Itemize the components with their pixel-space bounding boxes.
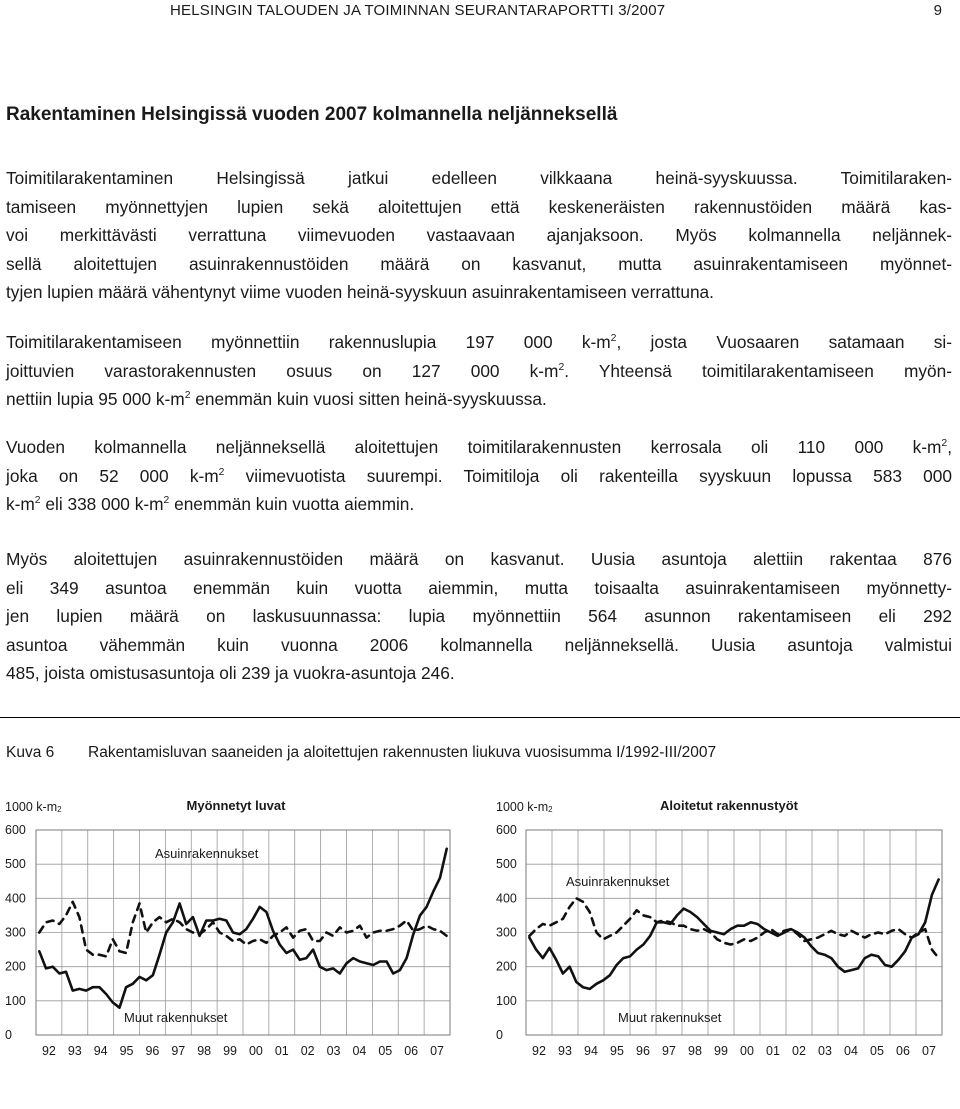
article-title: Rakentaminen Helsingissä vuoden 2007 kolmannella neljänneksellä <box>6 104 618 125</box>
x-tick-label: 97 <box>171 1044 186 1058</box>
paragraph-line: Myös aloitettujen asuinrakennustöiden määrä on kasvanut. Uusia asuntoja alettiin rakentaa 876 <box>6 549 952 569</box>
x-tick-label: 02 <box>792 1044 806 1058</box>
paragraph-line: tyjen lupien määrä vähentynyt viime vuoden heinä-syyskuun asuinrakentamiseen verrattuna. <box>6 282 714 302</box>
text-run: nettiin lupia 95 000 k-m <box>6 389 185 409</box>
superscript: 2 <box>184 390 191 402</box>
x-tick-label: 05 <box>870 1044 884 1058</box>
y-tick-label: 400 <box>496 891 517 906</box>
paragraph-line: tamiseen myönnettyjen lupien sekä aloitettujen että keskeneräisten rakennustöiden määrä kas- <box>6 196 952 217</box>
axis-unit-superscript: 2 <box>57 805 62 814</box>
superscript: 2 <box>34 495 41 507</box>
superscript: 2 <box>558 361 565 373</box>
x-tick-label: 01 <box>274 1044 289 1058</box>
paragraph-line: 485, joista omistusasuntoja oli 239 ja vuokra-asuntoja 246. <box>6 663 455 683</box>
y-tick-label: 500 <box>5 857 26 872</box>
text-run: joittuvien varastorakennusten osuus on 127 000 k-m <box>6 360 559 381</box>
x-tick-label: 98 <box>197 1044 212 1058</box>
x-tick-label: 99 <box>714 1044 728 1058</box>
x-tick-label: 95 <box>119 1044 134 1058</box>
x-tick-label: 01 <box>766 1044 780 1058</box>
paragraph-line: jen lupien määrä on laskusuunnassa: lupia myönnettiin 564 asunnon rakentamiseen eli 292 <box>6 606 952 626</box>
superscript: 2 <box>610 333 617 345</box>
y-tick-label: 600 <box>496 823 517 837</box>
text-run: , <box>947 437 952 457</box>
x-tick-label: 05 <box>378 1044 393 1058</box>
y-tick-label: 400 <box>5 891 26 906</box>
text-run: k-m <box>6 494 35 514</box>
paragraph-line: voi merkittävästi verrattuna viimevuoden vastaavaan ajanjaksoon. Myös kolmannella neljännek- <box>6 225 952 245</box>
paragraph-line: eli 349 asuntoa enemmän kuin vuotta aiemmin, mutta toisaalta asuinrakentamiseen myönnetty- <box>6 577 952 598</box>
y-tick-label: 200 <box>5 959 26 974</box>
text-run: joka on 52 000 k-m <box>6 465 219 486</box>
y-tick-label: 600 <box>5 823 26 837</box>
paragraph-line: Toimitilarakentaminen Helsingissä jatkui edelleen vilkkaana heinä-syyskuussa. Toimitilaraken- <box>6 168 952 188</box>
chart-title: Aloitetut rakennustyöt <box>660 798 798 813</box>
y-tick-label: 100 <box>5 993 26 1008</box>
axis-unit-superscript: 2 <box>548 805 553 814</box>
axis-unit-label: 1000 k-m2 <box>496 800 553 814</box>
x-tick-label: 02 <box>300 1044 315 1058</box>
x-tick-label: 03 <box>818 1044 832 1058</box>
y-tick-label: 0 <box>496 1028 503 1042</box>
x-tick-label: 98 <box>688 1044 702 1058</box>
series-annotation: Muut rakennukset <box>618 1010 722 1025</box>
figure-label: Kuva 6 <box>6 744 55 761</box>
text-run: viimevuotista suurempi. Toimitiloja oli rakenteilla syyskuun lopussa 583 000 <box>224 465 952 486</box>
y-tick-label: 300 <box>5 925 26 940</box>
x-tick-label: 93 <box>67 1044 82 1058</box>
superscript: 2 <box>218 466 225 478</box>
y-tick-label: 0 <box>5 1028 12 1042</box>
x-tick-label: 06 <box>896 1044 910 1058</box>
series-annotation: Asuinrakennukset <box>566 874 670 889</box>
x-tick-label: 92 <box>532 1044 546 1058</box>
series-annotation: Muut rakennukset <box>124 1010 228 1025</box>
superscript: 2 <box>163 495 170 507</box>
x-tick-label: 96 <box>145 1044 160 1058</box>
text-run: Vuoden kolmannella neljänneksellä aloitettujen toimitilarakennusten kerrosala oli 110 000 k-m <box>6 437 942 457</box>
x-tick-label: 00 <box>740 1044 754 1058</box>
x-tick-label: 94 <box>584 1044 598 1058</box>
y-tick-label: 200 <box>496 959 517 974</box>
superscript: 2 <box>941 438 948 450</box>
series-annotation: Asuinrakennukset <box>155 846 259 861</box>
x-tick-label: 03 <box>326 1044 341 1058</box>
text-run: Toimitilarakentamiseen myönnettiin rakennuslupia 197 000 k-m <box>6 332 611 352</box>
y-tick-label: 100 <box>496 993 517 1008</box>
x-tick-label: 93 <box>558 1044 572 1058</box>
y-tick-label: 300 <box>496 925 517 940</box>
report-header-title: HELSINGIN TALOUDEN JA TOIMINNAN SEURANTARAPORTTI 3/2007 <box>170 2 666 19</box>
x-tick-label: 00 <box>248 1044 263 1058</box>
x-tick-label: 99 <box>223 1044 238 1058</box>
x-tick-label: 06 <box>404 1044 419 1058</box>
x-tick-label: 97 <box>662 1044 676 1058</box>
text-run: enemmän kuin vuosi sitten heinä-syyskuussa. <box>190 389 547 409</box>
y-tick-label: 500 <box>496 857 517 872</box>
paragraph-line: sellä aloitettujen asuinrakennustöiden määrä on kasvanut, mutta asuinrakentamiseen myönnet- <box>6 253 952 274</box>
x-tick-label: 04 <box>352 1044 367 1058</box>
figure-caption: Rakentamisluvan saaneiden ja aloitettujen rakennusten liukuva vuosisumma I/1992-III/2007 <box>88 744 717 761</box>
text-run: . Yhteensä toimitilarakentamiseen myön- <box>564 360 953 381</box>
text-run: , josta Vuosaaren satamaan si- <box>616 332 952 352</box>
page-number: 9 <box>933 2 942 19</box>
text-run: eli 338 000 k-m <box>40 494 164 514</box>
axis-unit-label: 1000 k-m2 <box>5 800 62 814</box>
x-tick-label: 94 <box>93 1044 108 1058</box>
text-run: enemmän kuin vuotta aiemmin. <box>169 494 415 514</box>
paragraph-line: asuntoa vähemmän kuin vuonna 2006 kolmannella neljänneksellä. Uusia asuntoja valmistui <box>6 634 952 655</box>
x-tick-label: 07 <box>430 1044 445 1058</box>
x-tick-label: 07 <box>922 1044 936 1058</box>
x-tick-label: 04 <box>844 1044 858 1058</box>
chart-title: Myönnetyt luvat <box>186 798 286 813</box>
x-tick-label: 92 <box>41 1044 56 1058</box>
x-tick-label: 95 <box>610 1044 624 1058</box>
x-tick-label: 96 <box>636 1044 650 1058</box>
